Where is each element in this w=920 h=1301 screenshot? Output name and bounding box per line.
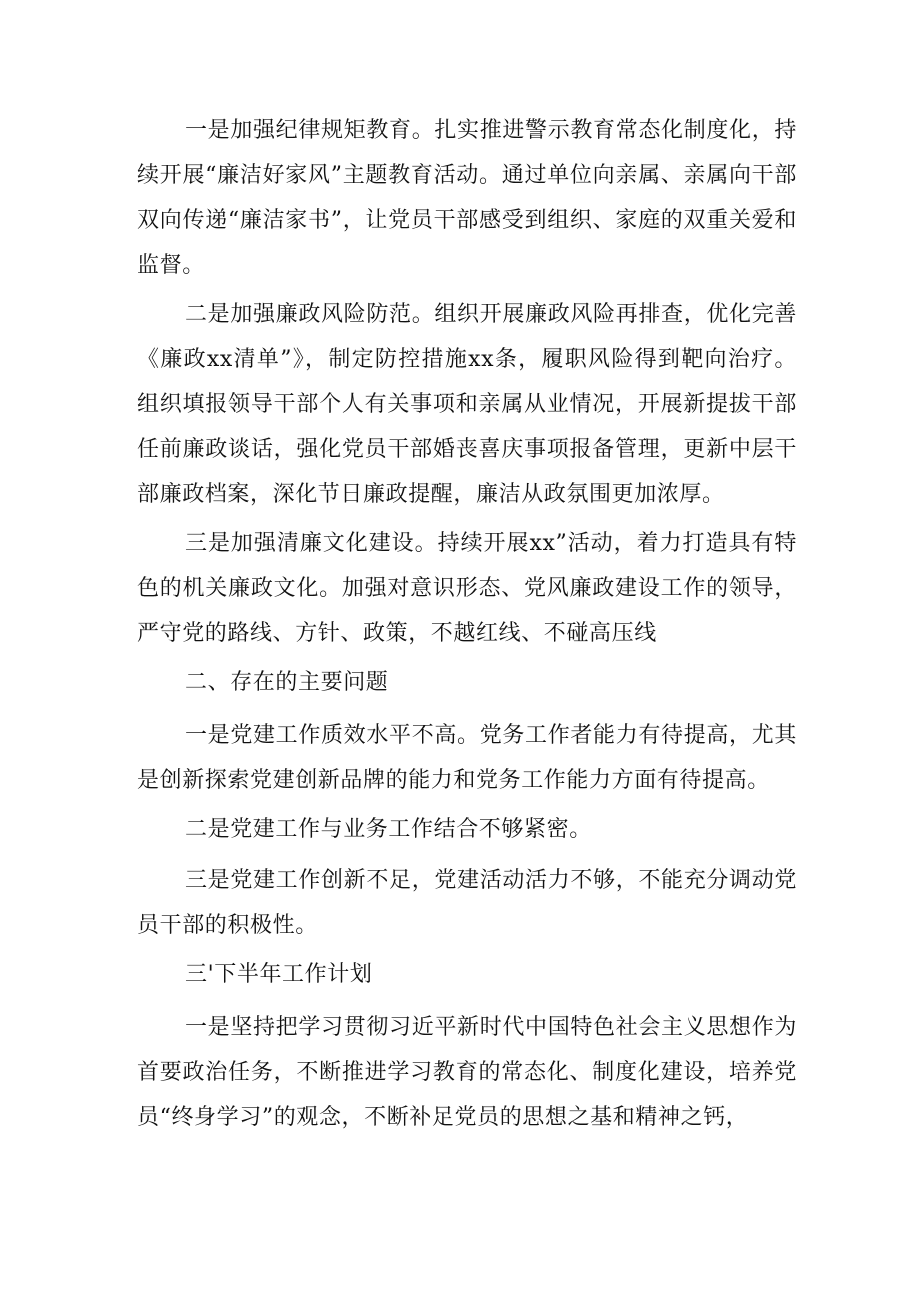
paragraph-problem-innovation: 三是党建工作创新不足，党建活动活力不够，不能充分调动党员干部的积极性。	[137, 868, 797, 938]
paragraph-clean-culture: 三是加强清廉文化建设。持续开展xx”活动，着力打造具有特色的机关廉政文化。加强对意识形态、党风廉政建设工作的领导，严守党的路线、方针、政策，不越红线、不碰高压线	[137, 531, 797, 646]
paragraph-problem-quality: 一是党建工作质效水平不高。党务工作者能力有待提高，尤其是创新探索党建创新品牌的能力和党务工作能力方面有待提高。	[137, 723, 797, 793]
section-heading-problems: 二、存在的主要问题	[185, 670, 389, 695]
section-heading-plan: 三'下半年工作计划	[185, 962, 373, 987]
paragraph-problem-integration: 二是党建工作与业务工作结合不够紧密。	[185, 817, 592, 842]
paragraph-risk-prevention: 二是加强廉政风险防范。组织开展廉政风险再排查，优化完善《廉政xx清单”》，制定防控措施xx条，履职风险得到靶向治疗。组织填报领导干部个人有关事项和亲属从业情况，开展新提拔干部任前廉政谈话，强化党员干部婚丧喜庆事项报备管理，更新中层干部廉政档案，深化节日廉政提醒，廉洁从政氛围更加浓厚。	[137, 302, 797, 507]
document-body	[137, 108, 797, 1144]
paragraph-plan-study: 一是坚持把学习贯彻习近平新时代中国特色社会主义思想作为首要政治任务，不断推进学习教育的常态化、制度化建设，培养党员“终身学习”的观念，不断补足党员的思想之基和精神之钙，	[137, 1015, 797, 1130]
paragraph-discipline-education: 一是加强纪律规矩教育。扎实推进警示教育常态化制度化，持续开展“廉洁好家风”主题教育活动。通过单位向亲属、亲属向干部双向传递“廉洁家书”，让党员干部感受到组织、家庭的双重关爱和监督。	[137, 118, 797, 278]
